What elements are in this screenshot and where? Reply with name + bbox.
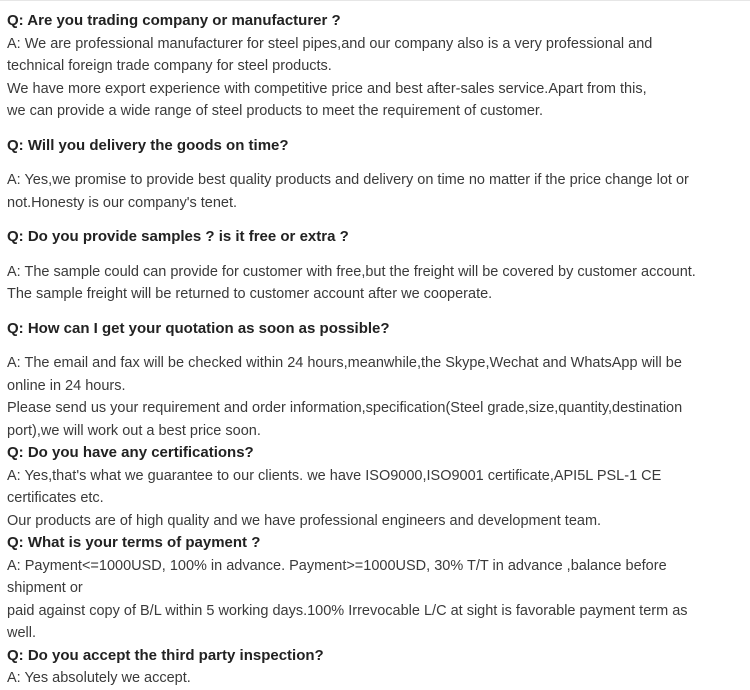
faq-answer-line: A: Yes,we promise to provide best quality products and delivery on time no matter if the price change lot or [7, 172, 689, 188]
faq-question: Q: Do you accept the third party inspection? [7, 646, 324, 664]
faq-item [7, 135, 737, 215]
faq-answer-line: we can provide a wide range of steel products to meet the requirement of customer. [7, 103, 543, 119]
faq-answer-line: certificates etc. [7, 490, 104, 506]
faq-question: Q: How can I get your quotation as soon as possible? [7, 319, 390, 337]
faq-question: Q: What is your terms of payment ? [7, 534, 261, 551]
top-divider [0, 0, 750, 1]
faq-item [7, 532, 737, 645]
faq-answer-line: not.Honesty is our company's tenet. [7, 194, 238, 211]
faq-item [7, 645, 737, 690]
faq-answer-line: port),we will work out a best price soon. [7, 422, 261, 439]
faq-item [7, 10, 737, 123]
faq-answer-line: A: We are professional manufacturer for steel pipes,and our company also is a very professional and [7, 35, 653, 52]
faq-answer-line: A: The email and fax will be checked within 24 hours,meanwhile,the Skype,Wechat and WhatsApp will be [7, 355, 682, 371]
faq-answer-line: Please send us your requirement and order information,specification(Steel grade,size,quantity,destination [7, 400, 683, 416]
faq-answer-line: A: Payment<=1000USD, 100% in advance. Payment>=1000USD, 30% T/T in advance ,balance before [7, 557, 667, 574]
faq-answer-line: The sample freight will be returned to customer account after we cooperate. [7, 286, 493, 302]
faq-answer-line: A: The sample could can provide for customer with free,but the freight will be covered by customer account. [7, 263, 696, 280]
faq-answer-line: Our products are of high quality and we have professional engineers and development team. [7, 512, 602, 529]
faq-question: Q: Do you have any certifications? [7, 444, 254, 461]
faq-item [7, 318, 737, 443]
faq-item [7, 442, 737, 532]
faq-item [7, 226, 737, 306]
faq-question: Q: Will you delivery the goods on time? [7, 136, 289, 154]
faq-answer-line: online in 24 hours. [7, 377, 126, 394]
faq-answer-line: A: Yes,that's what we guarantee to our clients. we have ISO9000,ISO9001 certificate,API5L PSL-1 CE [7, 467, 662, 484]
faq-answer-line: shipment or [7, 580, 83, 596]
faq-question: Q: Do you provide samples ? is it free or extra ? [7, 228, 349, 245]
faq-answer-line: paid against copy of B/L within 5 working days.100% Irrevocable L/C at sight is favorable payment term as [7, 602, 688, 619]
faq-answer-line: technical foreign trade company for steel products. [7, 58, 332, 74]
faq-question: Q: Are you trading company or manufacturer ? [7, 12, 341, 29]
faq-answer-line: A: Yes absolutely we accept. [7, 670, 191, 686]
faq-answer-line: We have more export experience with competitive price and best after-sales service.Apart from this, [7, 80, 647, 97]
faq-answer-line: well. [7, 625, 37, 641]
faq-section [7, 10, 737, 690]
